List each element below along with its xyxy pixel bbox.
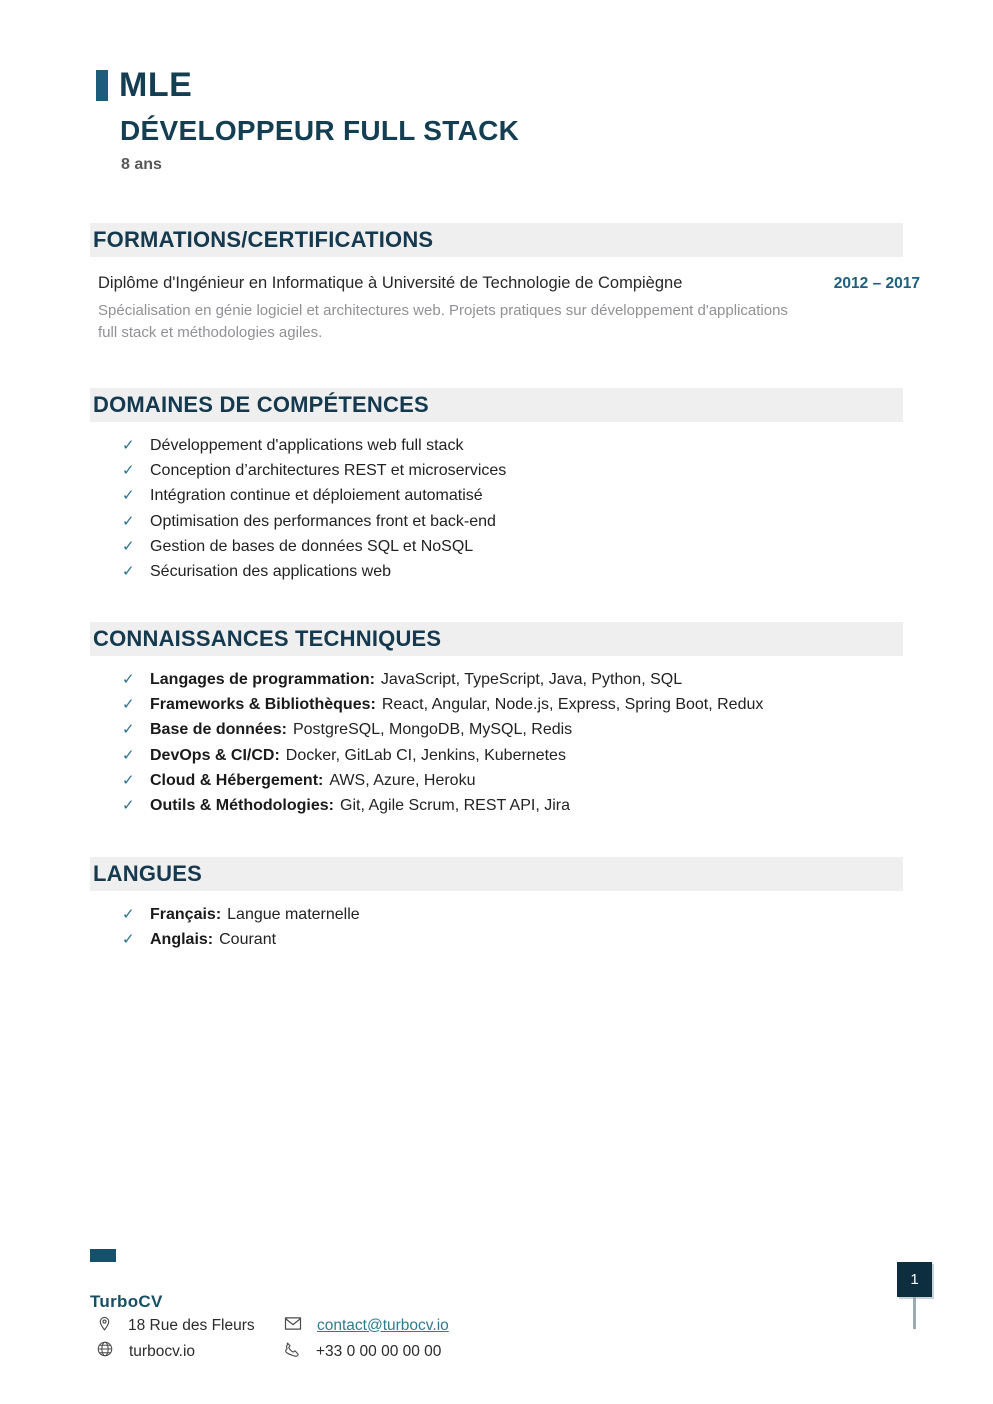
section-heading-langues: LANGUES xyxy=(90,857,903,891)
language-label: Français: xyxy=(150,906,222,923)
check-icon: ✓ xyxy=(122,906,135,923)
contact-address xyxy=(96,1316,284,1335)
email-link[interactable]: contact@turbocv.io xyxy=(317,1316,449,1334)
list-item-text: Gestion de bases de données SQL et NoSQL xyxy=(150,537,474,555)
brand-name: TurboCV xyxy=(90,1292,163,1311)
skill-value: JavaScript, TypeScript, Java, Python, SQL xyxy=(380,671,683,688)
experience-years: 8 ans xyxy=(121,156,162,173)
connaissances-list xyxy=(90,670,903,821)
phone-icon xyxy=(284,1341,301,1363)
list-item-text: Intégration continue et déploiement automatisé xyxy=(150,487,483,505)
domaines-list xyxy=(90,436,903,587)
list-item-text: Développement d'applications web full stack xyxy=(150,437,464,454)
skill-label: Frameworks & Bibliothèques: xyxy=(150,696,376,714)
footer-contacts xyxy=(96,1316,614,1361)
skill-label: Langages de programmation: xyxy=(150,671,375,688)
list-item xyxy=(90,670,903,695)
language-label: Anglais: xyxy=(150,931,214,949)
contact-email xyxy=(284,1316,614,1335)
list-item xyxy=(90,746,903,771)
language-level: Langue maternelle xyxy=(227,906,360,923)
skill-value: AWS, Azure, Heroku xyxy=(329,771,476,789)
section-heading-domaines: DOMAINES DE COMPÉTENCES xyxy=(90,388,903,422)
check-icon: ✓ xyxy=(122,696,135,714)
formation-description: Spécialisation en génie logiciel et architectures web. Projets pratiques sur développement d'applications full stack et méthodologies agiles. xyxy=(98,302,788,341)
section-heading-formations: FORMATIONS/CERTIFICATIONS xyxy=(90,223,903,257)
list-item xyxy=(90,720,903,745)
list-item xyxy=(90,537,903,562)
accent-bar xyxy=(96,70,108,101)
skill-value: Git, Agile Scrum, REST API, Jira xyxy=(340,796,570,814)
page-number-line xyxy=(913,1297,916,1329)
skill-value: Docker, GitLab CI, Jenkins, Kubernetes xyxy=(285,746,566,764)
list-item xyxy=(90,512,903,537)
list-item xyxy=(90,562,903,587)
section-connaissances xyxy=(90,622,903,821)
list-item-text: Sécurisation des applications web xyxy=(150,562,392,580)
skill-label: Outils & Méthodologies: xyxy=(150,796,334,814)
check-icon: ✓ xyxy=(122,487,135,505)
check-icon: ✓ xyxy=(122,796,135,814)
check-icon: ✓ xyxy=(122,931,135,949)
check-icon: ✓ xyxy=(122,746,135,764)
formation-entry xyxy=(98,274,920,343)
phone-text: +33 0 00 00 00 00 xyxy=(316,1342,442,1360)
globe-icon xyxy=(96,1340,114,1363)
formation-title: Diplôme d'Ingénieur en Informatique à Université de Technologie de Compiègne xyxy=(98,274,683,292)
check-icon: ✓ xyxy=(122,437,135,454)
list-item xyxy=(90,930,903,955)
skill-label: Base de données: xyxy=(150,721,287,739)
langues-list xyxy=(90,905,903,955)
skill-value: PostgreSQL, MongoDB, MySQL, Redis xyxy=(292,721,573,739)
list-item xyxy=(90,771,903,796)
job-title: DÉVELOPPEUR FULL STACK xyxy=(120,115,520,146)
contact-phone xyxy=(284,1342,614,1361)
cv-header xyxy=(96,66,519,174)
list-item xyxy=(90,436,903,461)
address-text: 18 Rue des Fleurs xyxy=(128,1316,255,1334)
check-icon: ✓ xyxy=(122,512,135,530)
website-text: turbocv.io xyxy=(129,1342,196,1360)
language-level: Courant xyxy=(219,931,277,949)
section-formations xyxy=(90,223,920,343)
email-icon xyxy=(284,1316,302,1336)
list-item xyxy=(90,486,903,511)
location-icon xyxy=(96,1315,113,1337)
formation-entry-row xyxy=(98,274,920,293)
contact-website xyxy=(96,1342,284,1361)
section-langues xyxy=(90,857,903,955)
skill-value: React, Angular, Node.js, Express, Spring Boot, Redux xyxy=(381,696,764,714)
section-domaines xyxy=(90,388,903,587)
candidate-name: MLE xyxy=(119,66,193,104)
list-item-text: Optimisation des performances front et back-end xyxy=(150,512,496,530)
check-icon: ✓ xyxy=(122,721,135,739)
page-number-badge: 1 xyxy=(897,1262,932,1297)
skill-label: DevOps & CI/CD: xyxy=(150,746,280,764)
list-item xyxy=(90,695,903,720)
list-item xyxy=(90,905,903,930)
check-icon: ✓ xyxy=(122,462,135,480)
check-icon: ✓ xyxy=(122,562,135,580)
list-item xyxy=(90,796,903,821)
check-icon: ✓ xyxy=(122,537,135,555)
list-item xyxy=(90,461,903,486)
name-row xyxy=(96,66,519,105)
formation-period: 2012 – 2017 xyxy=(833,275,920,292)
footer-accent-rect xyxy=(90,1249,116,1262)
section-heading-connaissances: CONNAISSANCES TECHNIQUES xyxy=(90,622,903,656)
skill-label: Cloud & Hébergement: xyxy=(150,771,324,789)
list-item-text: Conception d’architectures REST et microservices xyxy=(150,462,507,480)
check-icon: ✓ xyxy=(122,671,135,688)
check-icon: ✓ xyxy=(122,771,135,789)
